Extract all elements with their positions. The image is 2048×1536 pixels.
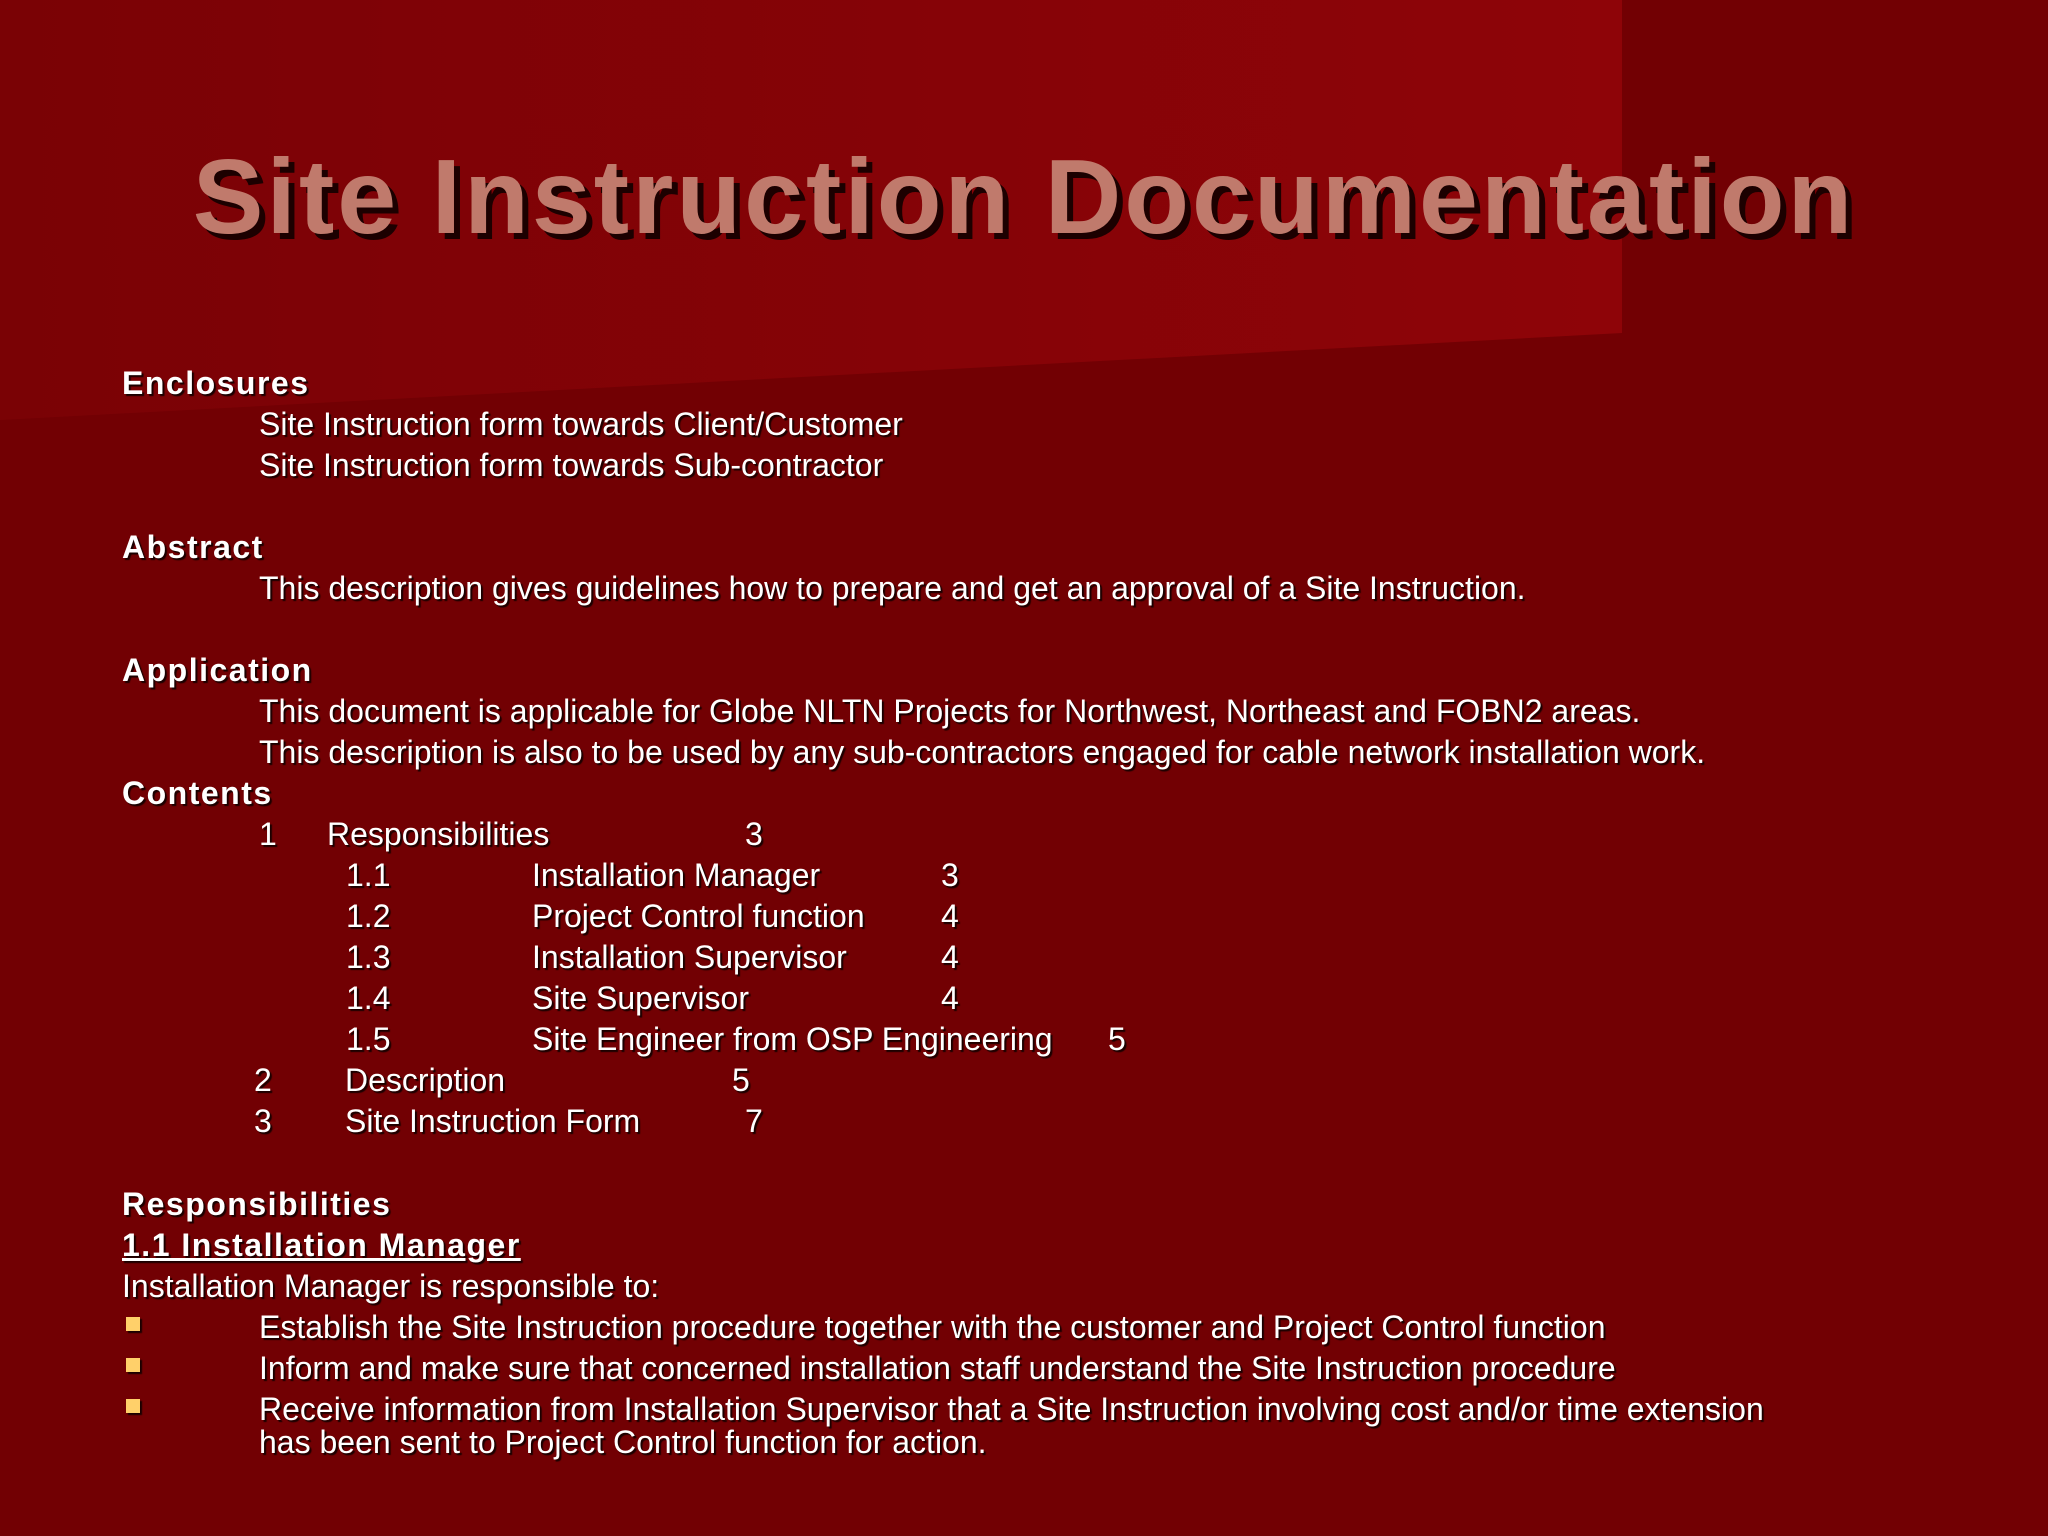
toc-page: 4 [941,898,959,934]
responsibilities-heading: Responsibilities [122,1186,392,1222]
toc-page: 3 [941,857,959,893]
contents-heading: Contents [122,775,273,811]
bullet-text: Establish the Site Instruction procedure together with the customer and Project Control function [259,1309,1606,1345]
toc-title: Site Instruction Form [345,1103,641,1139]
square-bullet-icon [126,1317,140,1331]
enclosures-heading: Enclosures [122,365,310,401]
application-line: This document is applicable for Globe NLTN Projects for Northwest, Northeast and FOBN2 areas. [259,693,1641,729]
responsibilities-intro: Installation Manager is responsible to: [122,1268,660,1304]
toc-number: 3 [254,1103,272,1139]
toc-page: 4 [941,939,959,975]
toc-number: 1.2 [346,898,391,934]
abstract-text: This description gives guidelines how to prepare and get an approval of a Site Instruction. [259,570,1526,606]
toc-number: 2 [254,1062,272,1098]
application-line: This description is also to be used by any sub-contractors engaged for cable network installation work. [259,734,1706,770]
toc-number: 1.3 [346,939,391,975]
toc-title: Site Supervisor [532,980,749,1016]
toc-page: 4 [941,980,959,1016]
toc-title: Installation Supervisor [532,939,847,975]
toc-page: 5 [1108,1021,1126,1057]
bullet-text: Receive information from Installation Supervisor that a Site Instruction involving cost and/or time extension [259,1391,1764,1427]
toc-number: 1.1 [346,857,391,893]
square-bullet-icon [126,1399,140,1413]
toc-number: 1.5 [346,1021,391,1057]
toc-title: Project Control function [532,898,865,934]
application-heading: Application [122,652,313,688]
toc-page: 7 [745,1103,763,1139]
toc-page: 3 [745,816,763,852]
square-bullet-icon [126,1358,140,1372]
bullet-text: Inform and make sure that concerned installation staff understand the Site Instruction procedure [259,1350,1616,1386]
toc-title: Site Engineer from OSP Engineering [532,1021,1053,1057]
toc-title: Responsibilities [327,816,550,852]
toc-title: Installation Manager [532,857,821,893]
toc-number: 1.4 [346,980,391,1016]
toc-page: 5 [732,1062,750,1098]
abstract-heading: Abstract [122,529,264,565]
toc-number: 1 [259,816,277,852]
toc-title: Description [345,1062,506,1098]
enclosure-item: Site Instruction form towards Sub-contractor [259,447,884,483]
enclosure-item: Site Instruction form towards Client/Customer [259,406,903,442]
bullet-text-continuation: has been sent to Project Control function for action. [259,1424,987,1460]
installation-manager-subheading: 1.1 Installation Manager [122,1227,521,1263]
page-title: Site Instruction Documentation [192,138,1856,256]
